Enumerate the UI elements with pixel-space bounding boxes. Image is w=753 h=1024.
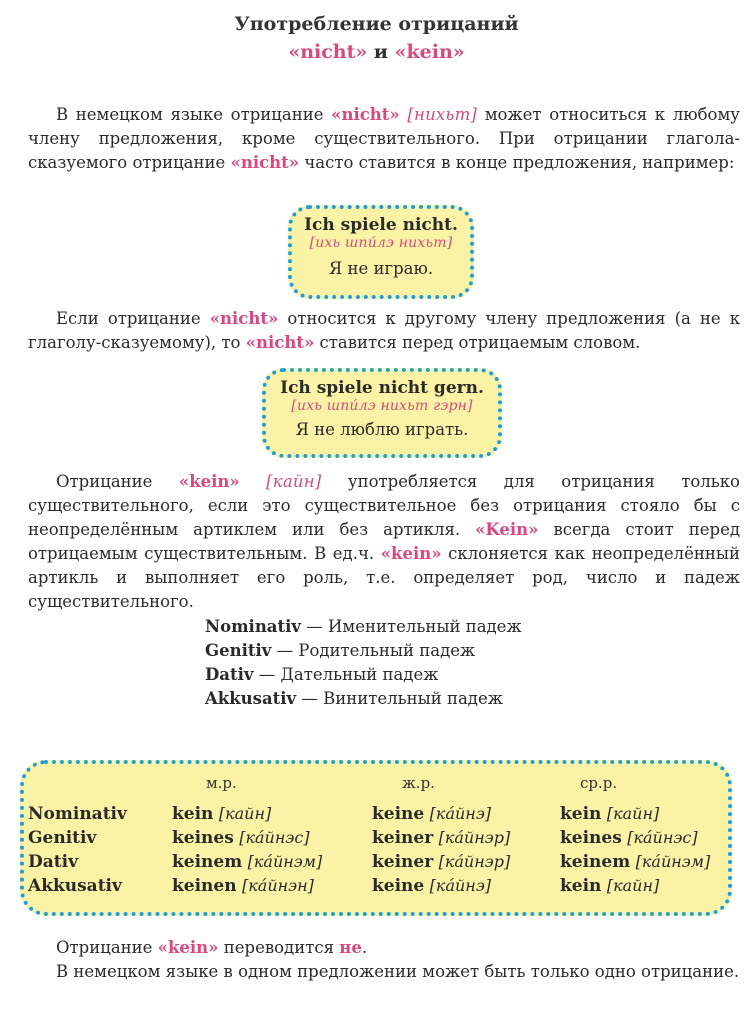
- declension-table: [20, 760, 732, 916]
- word-transcription: [кайн]: [606, 876, 660, 895]
- table-cell: [172, 876, 314, 896]
- example-transcription: [ихь шпи́лэ нихьт]: [309, 235, 453, 251]
- example-translation: Я не играю.: [328, 259, 434, 278]
- text: переводится: [223, 938, 334, 957]
- case-german: Nominativ: [205, 617, 301, 636]
- keyword-kein: «kein»: [178, 472, 240, 491]
- word: kein: [560, 876, 602, 896]
- transcription: [нихьт]: [407, 105, 478, 124]
- word: kein: [560, 804, 602, 824]
- case-russian: — Винительный падеж: [301, 689, 503, 708]
- table-cell: [372, 852, 510, 872]
- word: keinem: [172, 852, 243, 872]
- title-kein: «kein»: [394, 41, 465, 63]
- text: склоняется как неопределённый артикль и выполняет его роль, т.е. определяет род, число и падеж существительного.: [28, 544, 741, 611]
- text: .: [361, 938, 368, 957]
- case-item: [205, 663, 522, 687]
- case-item: [205, 615, 522, 639]
- header-neuter: ср.р.: [580, 774, 618, 792]
- text: употребляется для отрицания только существительного, если это существительное без отрицания стояло бы с неопределённым артиклем или без артикля.: [28, 472, 740, 539]
- case-german: Akkusativ: [205, 689, 297, 708]
- paragraph-nicht-intro: [28, 103, 740, 175]
- table-cell: [172, 804, 271, 824]
- keyword-kein: «Kein»: [475, 520, 539, 539]
- word-transcription: [ка́йнэ]: [429, 876, 492, 895]
- paragraph-bottom: [28, 936, 740, 984]
- keyword-nicht: «nicht»: [331, 105, 400, 124]
- case-russian: — Родительный падеж: [276, 641, 476, 660]
- table-cell: [560, 852, 710, 872]
- page-title: [0, 10, 753, 66]
- table-cell: [560, 804, 659, 824]
- text: относится к другому члену предложения (а не к глаголу-сказуемому), то: [28, 309, 741, 352]
- table-cell: [372, 876, 491, 896]
- word-transcription: [ка́йнэс]: [627, 828, 698, 847]
- word: keiner: [372, 828, 434, 848]
- keyword-ne: не: [339, 938, 362, 957]
- row-label-dativ: Dativ: [28, 852, 78, 872]
- table-cell: [372, 828, 510, 848]
- example-german: Ich spiele nicht gern.: [280, 378, 484, 398]
- word-transcription: [ка́йнэм]: [635, 852, 711, 871]
- title-line-1: Употребление отрицаний: [234, 13, 519, 35]
- row-label-genitiv: Genitiv: [28, 828, 97, 848]
- title-and: и: [373, 41, 388, 63]
- paragraph-nicht-other: [28, 307, 740, 355]
- word: keines: [560, 828, 622, 848]
- text: часто ставится в конце предложения, например:: [304, 153, 735, 172]
- case-item: [205, 687, 522, 711]
- text: Отрицание: [56, 472, 153, 491]
- case-russian: — Дательный падеж: [258, 665, 439, 684]
- row-label-akkusativ: Akkusativ: [28, 876, 122, 896]
- keyword-kein: «kein»: [157, 938, 219, 957]
- example-german: Ich spiele nicht.: [304, 215, 458, 235]
- transcription: [кайн]: [266, 472, 322, 491]
- example-bubble-1: [288, 205, 474, 299]
- header-masculine: м.р.: [206, 774, 237, 792]
- title-line-2: [0, 38, 753, 66]
- word-transcription: [ка́йнэр]: [438, 828, 511, 847]
- word: keine: [372, 876, 425, 896]
- word-transcription: [ка́йнэ]: [429, 804, 492, 823]
- word-transcription: [ка́йнэс]: [239, 828, 310, 847]
- word-transcription: [кайн]: [218, 804, 272, 823]
- bottom-line-2: В немецком языке в одном предложении может быть только одно отрицание.: [56, 962, 740, 981]
- text: всегда стоит перед отрицаемым существительным. В ед.ч.: [28, 520, 741, 563]
- row-label-nominativ: Nominativ: [28, 804, 127, 824]
- header-feminine: ж.р.: [402, 774, 435, 792]
- table-cell: [172, 828, 310, 848]
- case-german: Genitiv: [205, 641, 272, 660]
- keyword-nicht: «nicht»: [230, 153, 300, 172]
- text: ставится перед отрицаемым словом.: [319, 333, 641, 352]
- word: keinen: [172, 876, 237, 896]
- word: kein: [172, 804, 214, 824]
- example-bubble-2: [262, 368, 502, 458]
- table-cell: [172, 852, 322, 872]
- case-list: [205, 615, 522, 711]
- keyword-nicht: «nicht»: [245, 333, 315, 352]
- case-item: [205, 639, 522, 663]
- table-cell: [560, 876, 659, 896]
- word: keiner: [372, 852, 434, 872]
- word: keinem: [560, 852, 631, 872]
- word-transcription: [ка́йнэр]: [438, 852, 511, 871]
- text: может относиться к любому члену предложения, кроме существительного. При отрицании глагола-сказуемого отрицание: [28, 105, 741, 172]
- text: Если отрицание: [56, 309, 201, 328]
- title-nicht: «nicht»: [288, 41, 368, 63]
- table-cell: [560, 828, 698, 848]
- keyword-kein: «kein»: [380, 544, 442, 563]
- word-transcription: [кайн]: [606, 804, 660, 823]
- case-german: Dativ: [205, 665, 254, 684]
- example-transcription: [ихь шпи́лэ нихьт гэрн]: [291, 398, 473, 414]
- paragraph-kein: [28, 470, 740, 614]
- keyword-nicht: «nicht»: [209, 309, 279, 328]
- word-transcription: [ка́йнэм]: [247, 852, 323, 871]
- table-cell: [372, 804, 491, 824]
- bottom-line-1: [28, 936, 740, 960]
- case-russian: — Именительный падеж: [306, 617, 522, 636]
- text: В немецком языке отрицание: [56, 105, 324, 124]
- example-translation: Я не люблю играть.: [295, 420, 469, 439]
- word: keines: [172, 828, 234, 848]
- text: Отрицание: [56, 938, 153, 957]
- word: keine: [372, 804, 425, 824]
- word-transcription: [ка́йнэн]: [242, 876, 314, 895]
